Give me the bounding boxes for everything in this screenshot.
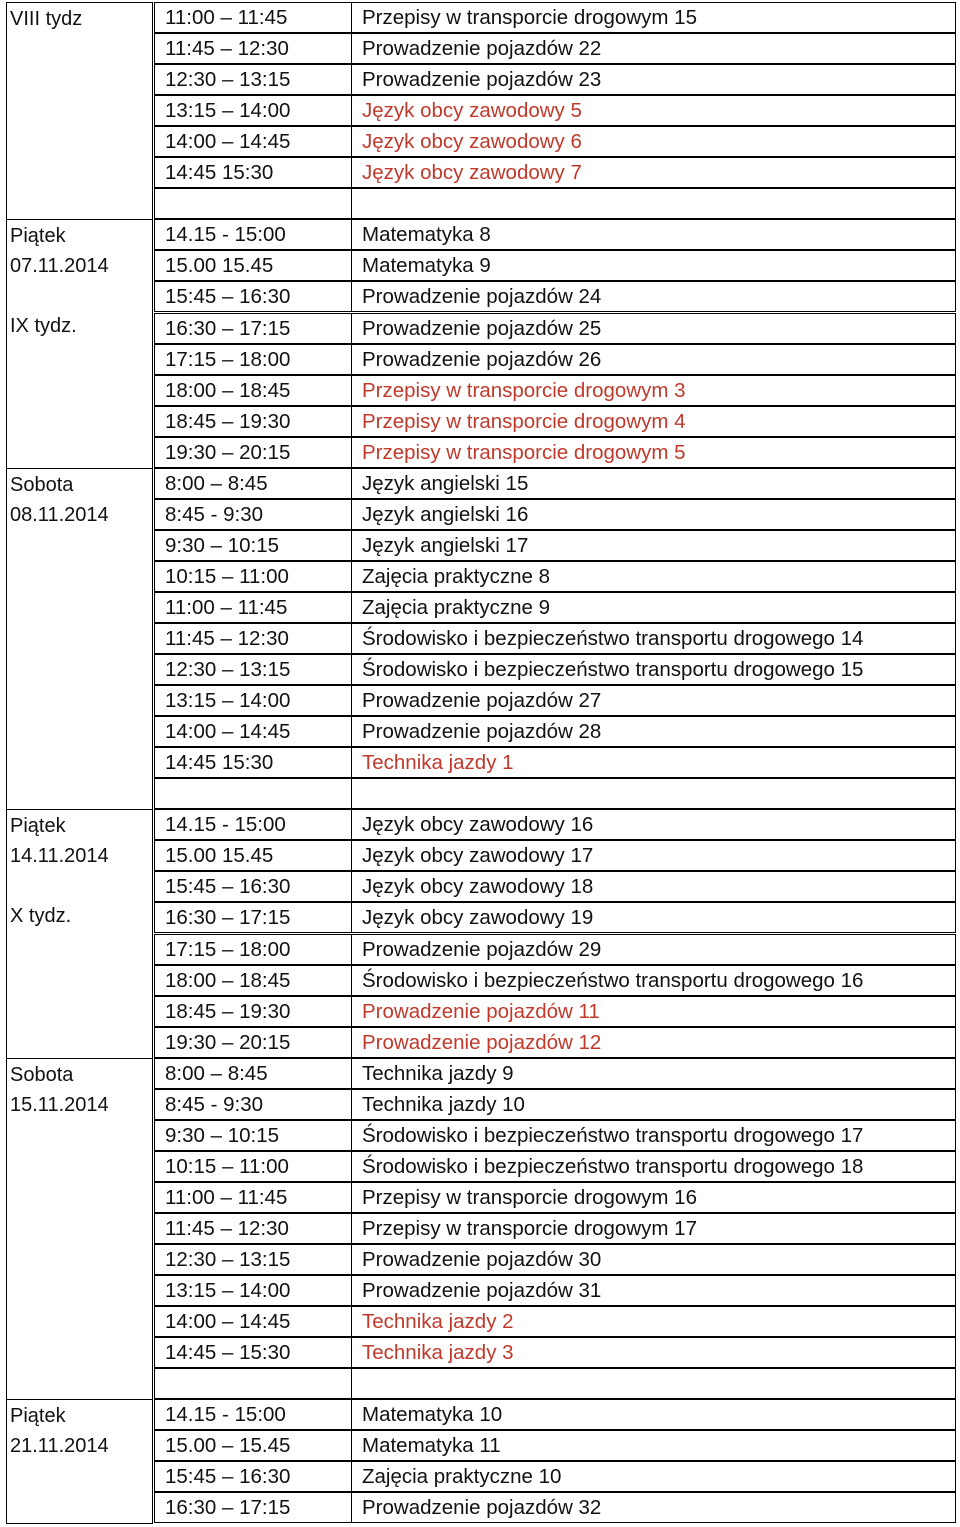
table-row — [154, 64, 956, 95]
time-cell — [154, 778, 352, 809]
time-cell: 18:00 – 18:45 — [154, 375, 352, 406]
subject-cell: Prowadzenie pojazdów 30 — [351, 1244, 956, 1275]
subject-cell: Środowisko i bezpieczeństwo transportu drogowego 18 — [351, 1151, 956, 1182]
subject-cell: Środowisko i bezpieczeństwo transportu drogowego 16 — [351, 965, 956, 996]
time-cell: 16:30 – 17:15 — [154, 1492, 352, 1523]
subject-cell: Środowisko i bezpieczeństwo transportu drogowego 15 — [351, 654, 956, 685]
time-cell: 8:45 - 9:30 — [154, 1089, 352, 1120]
time-cell: 8:45 - 9:30 — [154, 499, 352, 530]
time-cell: 14:45 15:30 — [154, 157, 352, 188]
subject-cell: Język angielski 16 — [351, 499, 956, 530]
subject-cell: Prowadzenie pojazdów 25 — [351, 313, 956, 344]
subject-cell: Język obcy zawodowy 5 — [351, 95, 956, 126]
table-row — [154, 157, 956, 188]
time-cell: 11:00 – 11:45 — [154, 1182, 352, 1213]
subject-cell — [351, 188, 956, 219]
subject-cell: Matematyka 9 — [351, 250, 956, 281]
time-cell: 16:30 – 17:15 — [154, 313, 352, 344]
day-label: Piątek — [10, 1405, 66, 1428]
day-label: 21.11.2014 — [10, 1435, 109, 1458]
subject-cell: Przepisy w transporcie drogowym 5 — [351, 437, 956, 468]
subject-cell: Matematyka 10 — [351, 1399, 956, 1430]
table-row — [154, 592, 956, 623]
table-row — [154, 219, 956, 250]
table-row — [154, 1244, 956, 1275]
subject-cell: Prowadzenie pojazdów 32 — [351, 1492, 956, 1523]
table-row — [154, 530, 956, 561]
time-cell: 15:45 – 16:30 — [154, 281, 352, 312]
time-cell: 15.00 15.45 — [154, 250, 352, 281]
time-cell: 15.00 15.45 — [154, 840, 352, 871]
table-row — [154, 313, 956, 344]
time-cell: 11:45 – 12:30 — [154, 1213, 352, 1244]
table-row — [154, 902, 956, 933]
table-row — [154, 281, 956, 312]
table-row — [154, 2, 956, 33]
table-row — [154, 1120, 956, 1151]
time-cell: 11:45 – 12:30 — [154, 623, 352, 654]
subject-cell: Prowadzenie pojazdów 23 — [351, 64, 956, 95]
subject-cell: Prowadzenie pojazdów 22 — [351, 33, 956, 64]
time-cell: 14:00 – 14:45 — [154, 716, 352, 747]
subject-cell: Język angielski 15 — [351, 468, 956, 499]
table-row — [154, 468, 956, 499]
time-cell: 15:45 – 16:30 — [154, 1461, 352, 1492]
table-row — [154, 437, 956, 468]
table-row — [154, 499, 956, 530]
table-row — [154, 1213, 956, 1244]
day-label: 08.11.2014 — [10, 503, 109, 526]
table-row — [154, 1275, 956, 1306]
table-row — [154, 406, 956, 437]
time-cell: 9:30 – 10:15 — [154, 530, 352, 561]
table-row — [154, 809, 956, 840]
table-row — [154, 33, 956, 64]
subject-cell: Język obcy zawodowy 6 — [351, 126, 956, 157]
time-cell: 14.15 - 15:00 — [154, 809, 352, 840]
time-cell: 13:15 – 14:00 — [154, 1275, 352, 1306]
table-row — [154, 95, 956, 126]
subject-cell: Prowadzenie pojazdów 26 — [351, 344, 956, 375]
table-row — [154, 685, 956, 716]
table-row — [154, 1337, 956, 1368]
time-cell: 10:15 – 11:00 — [154, 1151, 352, 1182]
day-label: 15.11.2014 — [10, 1093, 109, 1116]
time-cell: 18:00 – 18:45 — [154, 965, 352, 996]
time-cell: 12:30 – 13:15 — [154, 64, 352, 95]
table-row — [154, 654, 956, 685]
subject-cell: Technika jazdy 3 — [351, 1337, 956, 1368]
subject-cell: Technika jazdy 2 — [351, 1306, 956, 1337]
table-row — [154, 871, 956, 902]
time-cell: 14:45 15:30 — [154, 747, 352, 778]
day-label: VIII tydz — [10, 8, 83, 30]
table-row — [154, 1461, 956, 1492]
time-cell: 8:00 – 8:45 — [154, 468, 352, 499]
time-cell: 14.15 - 15:00 — [154, 1399, 352, 1430]
time-cell: 10:15 – 11:00 — [154, 561, 352, 592]
table-row — [154, 1058, 956, 1089]
subject-cell: Zajęcia praktyczne 10 — [351, 1461, 956, 1492]
subject-cell: Przepisy w transporcie drogowym 4 — [351, 406, 956, 437]
time-cell: 11:00 – 11:45 — [154, 2, 352, 33]
day-label: Sobota — [10, 473, 74, 496]
subject-cell: Środowisko i bezpieczeństwo transportu drogowego 17 — [351, 1120, 956, 1151]
subject-cell: Prowadzenie pojazdów 12 — [351, 1027, 956, 1058]
time-cell: 17:15 – 18:00 — [154, 344, 352, 375]
table-row — [154, 1399, 956, 1430]
subject-cell: Środowisko i bezpieczeństwo transportu drogowego 14 — [351, 623, 956, 654]
time-cell: 18:45 – 19:30 — [154, 996, 352, 1027]
table-row — [154, 1430, 956, 1461]
subject-cell: Technika jazdy 1 — [351, 747, 956, 778]
table-row — [154, 1492, 956, 1523]
time-cell — [154, 188, 352, 219]
time-cell: 14:45 – 15:30 — [154, 1337, 352, 1368]
table-row — [154, 623, 956, 654]
subject-cell: Język angielski 17 — [351, 530, 956, 561]
time-cell: 15:45 – 16:30 — [154, 871, 352, 902]
subject-cell: Prowadzenie pojazdów 31 — [351, 1275, 956, 1306]
time-cell: 13:15 – 14:00 — [154, 685, 352, 716]
subject-cell: Technika jazdy 9 — [351, 1058, 956, 1089]
day-label: Piątek — [10, 225, 66, 248]
subject-cell — [351, 778, 956, 809]
table-row — [154, 934, 956, 965]
subject-cell: Przepisy w transporcie drogowym 15 — [351, 2, 956, 33]
table-row — [154, 126, 956, 157]
day-cell — [6, 2, 153, 220]
time-cell: 11:00 – 11:45 — [154, 592, 352, 623]
time-cell: 12:30 – 13:15 — [154, 1244, 352, 1275]
time-cell: 12:30 – 13:15 — [154, 654, 352, 685]
table-row — [154, 1182, 956, 1213]
subject-cell: Technika jazdy 10 — [351, 1089, 956, 1120]
subject-cell: Matematyka 8 — [351, 219, 956, 250]
table-row — [154, 965, 956, 996]
day-label: Sobota — [10, 1063, 74, 1086]
subject-cell: Język obcy zawodowy 17 — [351, 840, 956, 871]
subject-cell: Prowadzenie pojazdów 28 — [351, 716, 956, 747]
time-cell: 9:30 – 10:15 — [154, 1120, 352, 1151]
time-cell: 14:00 – 14:45 — [154, 1306, 352, 1337]
table-row — [154, 375, 956, 406]
subject-cell: Język obcy zawodowy 7 — [351, 157, 956, 188]
table-row — [154, 1306, 956, 1337]
subject-cell: Zajęcia praktyczne 9 — [351, 592, 956, 623]
time-cell: 13:15 – 14:00 — [154, 95, 352, 126]
time-cell: 19:30 – 20:15 — [154, 437, 352, 468]
subject-cell: Język obcy zawodowy 18 — [351, 871, 956, 902]
subject-cell: Przepisy w transporcie drogowym 16 — [351, 1182, 956, 1213]
time-cell: 17:15 – 18:00 — [154, 934, 352, 965]
time-cell: 16:30 – 17:15 — [154, 902, 352, 933]
day-label: Piątek — [10, 815, 66, 838]
subject-cell: Przepisy w transporcie drogowym 3 — [351, 375, 956, 406]
table-row — [154, 716, 956, 747]
table-row — [154, 250, 956, 281]
day-label: X tydz. — [10, 905, 72, 928]
table-row — [154, 1151, 956, 1182]
table-row — [154, 840, 956, 871]
table-row — [154, 1027, 956, 1058]
subject-cell: Prowadzenie pojazdów 11 — [351, 996, 956, 1027]
table-row — [154, 996, 956, 1027]
time-cell: 19:30 – 20:15 — [154, 1027, 352, 1058]
table-row — [154, 1089, 956, 1120]
subject-cell: Matematyka 11 — [351, 1430, 956, 1461]
day-label: 14.11.2014 — [10, 845, 109, 868]
time-cell: 18:45 – 19:30 — [154, 406, 352, 437]
subject-cell: Prowadzenie pojazdów 27 — [351, 685, 956, 716]
subject-cell: Prowadzenie pojazdów 29 — [351, 934, 956, 965]
day-label: 07.11.2014 — [10, 255, 109, 278]
table-row — [154, 778, 956, 809]
table-row — [154, 344, 956, 375]
subject-cell: Prowadzenie pojazdów 24 — [351, 281, 956, 312]
time-cell: 11:45 – 12:30 — [154, 33, 352, 64]
subject-cell: Zajęcia praktyczne 8 — [351, 561, 956, 592]
subject-cell: Język obcy zawodowy 19 — [351, 902, 956, 933]
time-cell: 15.00 – 15.45 — [154, 1430, 352, 1461]
time-cell: 14:00 – 14:45 — [154, 126, 352, 157]
table-row — [154, 1368, 956, 1399]
table-row — [154, 561, 956, 592]
time-cell: 14.15 - 15:00 — [154, 219, 352, 250]
table-row — [154, 188, 956, 219]
subject-cell: Język obcy zawodowy 16 — [351, 809, 956, 840]
table-row — [154, 747, 956, 778]
subject-cell — [351, 1368, 956, 1399]
day-label: IX tydz. — [10, 315, 77, 338]
time-cell — [154, 1368, 352, 1399]
time-cell: 8:00 – 8:45 — [154, 1058, 352, 1089]
subject-cell: Przepisy w transporcie drogowym 17 — [351, 1213, 956, 1244]
